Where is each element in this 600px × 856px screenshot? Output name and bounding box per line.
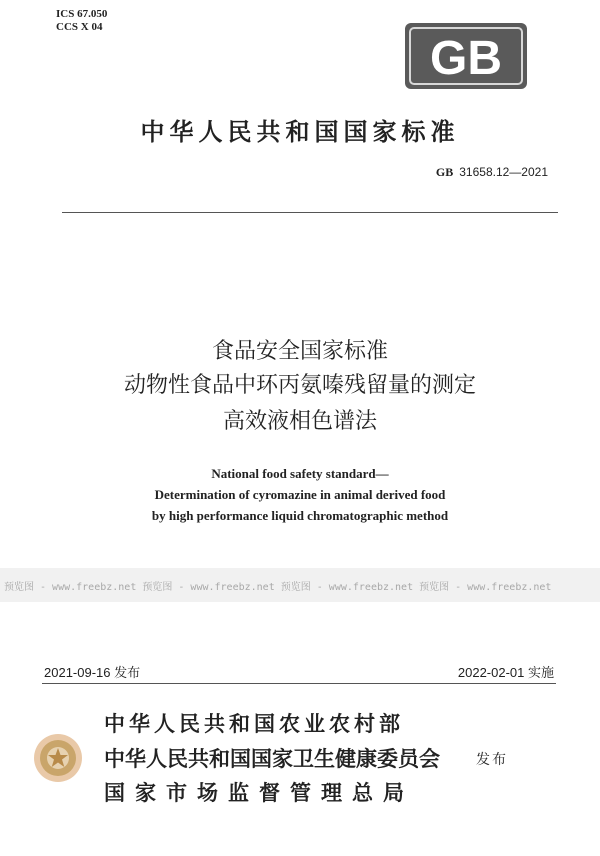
implementation-date: 2022-02-01 实施 [457, 665, 554, 680]
header-divider [62, 212, 558, 213]
watermark-text: 预览图 - www.freebz.net 预览图 - www.freebz.net 预览图 - www.freebz.net 预览图 - www.freebz.net [4, 582, 552, 593]
ics-code: ICS 67.050 [56, 8, 108, 20]
standard-code: 31658.12—2021 [459, 165, 548, 179]
issuer-2: 中华人民共和国国家卫生健康委员会 [104, 747, 440, 771]
standard-prefix: GB [435, 165, 454, 179]
classification-codes [56, 8, 107, 34]
ccs-code: CCS X 04 [56, 21, 103, 33]
publish-label: 发布 [476, 752, 508, 768]
standard-number [436, 165, 548, 180]
date-divider [42, 683, 556, 684]
gb-logo [404, 22, 528, 90]
title-en-line-3: by high performance liquid chromatographic method [151, 508, 449, 523]
title-en-line-2: Determination of cyromazine in animal derived food [154, 487, 446, 502]
gb-logo-text: GB [430, 32, 502, 85]
issue-date: 2021-09-16 发布 [44, 665, 141, 680]
issuer-3: 国家市场监督管理总局 [104, 781, 414, 805]
title-en-line-1: National food safety standard— [211, 466, 389, 481]
title-zh-line-1: 食品安全国家标准 [211, 339, 388, 364]
issuer-1: 中华人民共和国农业农村部 [104, 712, 404, 736]
national-emblem-seal [32, 732, 84, 784]
title-zh-line-3: 高效液相色谱法 [222, 409, 377, 434]
title-zh-line-2: 动物性食品中环丙氨嗪残留量的测定 [123, 373, 476, 398]
national-standard-heading: 中华人民共和国国家标准 [140, 118, 460, 146]
